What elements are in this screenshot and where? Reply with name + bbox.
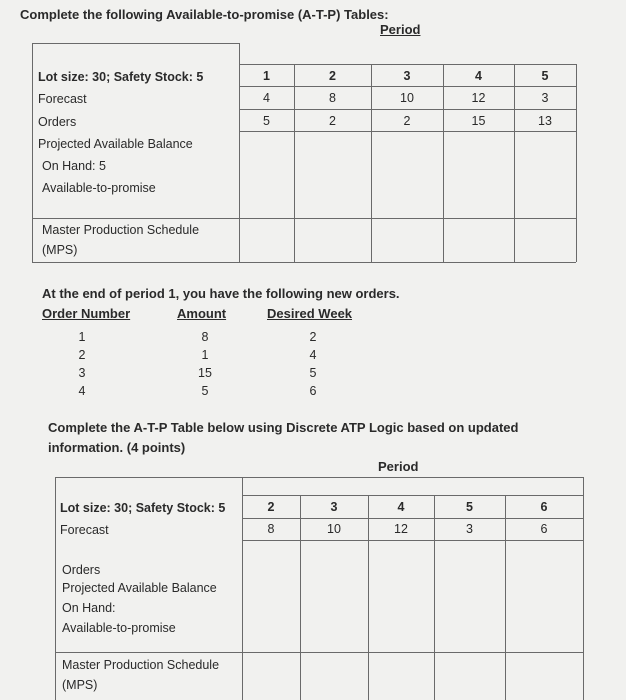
order-1-week: 2 — [309, 330, 317, 344]
t2-period-6: 6 — [540, 500, 548, 514]
t1-period-1: 1 — [263, 69, 270, 83]
order-number-header: Order Number — [42, 306, 131, 321]
t1-forecast-1: 4 — [263, 91, 270, 105]
t1-orders-1: 5 — [263, 114, 270, 128]
t2-period-2: 2 — [267, 500, 275, 514]
order-2-amount: 1 — [201, 348, 209, 362]
order-1-number: 1 — [78, 330, 86, 344]
t1-period-3: 3 — [403, 69, 411, 83]
instruction-word: information. — [48, 440, 124, 455]
instruction-line-2 — [48, 440, 185, 455]
t1-forecast-label: Forecast — [38, 92, 87, 106]
order-3-week: 5 — [309, 366, 317, 380]
t1-forecast-5: 3 — [541, 91, 549, 105]
order-2-week: 4 — [309, 348, 317, 362]
t2-period-5: 5 — [466, 500, 473, 514]
t2-pab-label: Projected Available Balance — [62, 581, 217, 595]
order-3-amount: 15 — [198, 366, 212, 380]
t2-period-3: 3 — [330, 500, 338, 514]
t2-atp-label: Available-to-promise — [62, 621, 176, 635]
t2-orders-label: Orders — [62, 563, 101, 577]
t1-atp-label: Available-to-promise — [42, 181, 156, 195]
order-3-number: 3 — [78, 366, 86, 380]
t1-pab-label: Projected Available Balance — [38, 137, 193, 151]
table2-period-label: Period — [378, 459, 419, 474]
t2-forecast-4: 12 — [394, 522, 408, 536]
t1-onhand-label: On Hand: 5 — [42, 159, 106, 173]
t1-forecast-2: 8 — [329, 91, 336, 105]
t1-period-2: 2 — [329, 69, 336, 83]
order-1-amount: 8 — [201, 330, 209, 344]
t2-onhand-label: On Hand: — [62, 601, 116, 615]
t1-period-5: 5 — [541, 69, 549, 83]
instruction-line-1: Complete the A-T-P Table below using Discrete ATP Logic based on updated — [48, 420, 519, 435]
t2-forecast-6: 6 — [540, 522, 548, 536]
table1-period-label: Period — [380, 22, 421, 37]
t2-forecast-3: 10 — [327, 522, 341, 536]
order-2-number: 2 — [78, 348, 86, 362]
t1-orders-4: 15 — [471, 114, 486, 128]
t1-forecast-4: 12 — [471, 91, 486, 105]
points-label: (4 points) — [126, 440, 186, 455]
page-heading: Complete the following Available-to-promise (A-T-P) Tables: — [20, 7, 389, 22]
t1-orders-2: 2 — [329, 114, 336, 128]
t1-orders-5: 13 — [538, 114, 552, 128]
t1-orders-3: 2 — [403, 114, 411, 128]
t1-forecast-3: 10 — [400, 91, 414, 105]
t2-mps-label: Master Production Schedule — [62, 658, 220, 672]
amount-header: Amount — [177, 306, 227, 321]
order-4-amount: 5 — [201, 384, 209, 398]
t2-lot-size-label: Lot size: 30; Safety Stock: 5 — [60, 501, 226, 515]
t1-orders-label: Orders — [38, 115, 77, 129]
t2-mps-abbrev: (MPS) — [62, 678, 98, 692]
desired-week-header: Desired Week — [267, 306, 353, 321]
t1-lot-size-label: Lot size: 30; Safety Stock: 5 — [38, 70, 204, 84]
t1-mps-abbrev: (MPS) — [42, 243, 78, 257]
t1-period-4: 4 — [475, 69, 482, 83]
t1-mps-label: Master Production Schedule — [42, 223, 200, 237]
t2-forecast-label: Forecast — [60, 523, 109, 537]
new-orders-intro: At the end of period 1, you have the following new orders. — [42, 286, 400, 301]
order-4-number: 4 — [78, 384, 86, 398]
t2-forecast-5: 3 — [466, 522, 473, 536]
t2-period-4: 4 — [397, 500, 405, 514]
t2-forecast-2: 8 — [267, 522, 275, 536]
order-4-week: 6 — [309, 384, 317, 398]
